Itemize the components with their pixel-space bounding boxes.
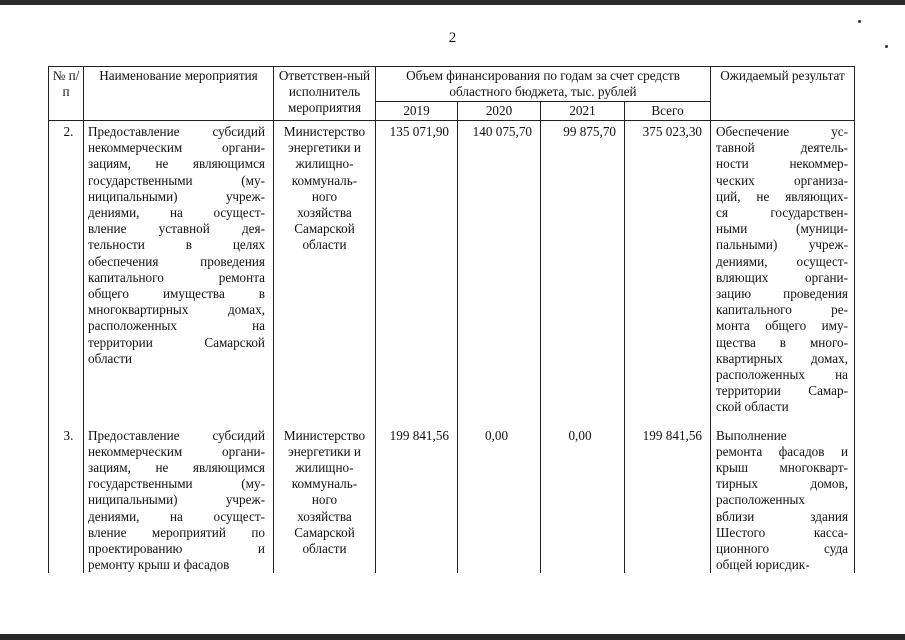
text-line: дениями, на осущест-: [88, 205, 265, 221]
value-2021: 0,00: [541, 422, 625, 574]
text-line: вблизи здания: [716, 508, 849, 524]
value-2020: 0,00: [458, 422, 541, 574]
text-line: хозяйства: [297, 205, 352, 221]
text-line: тирных домов,: [716, 476, 849, 492]
text-line: государственными (му-: [88, 476, 265, 492]
text-line: пальными) учреж-: [716, 237, 849, 253]
header-total: Всего: [625, 102, 711, 121]
text-line: области: [302, 237, 347, 253]
text-line: ционного суда: [716, 541, 849, 557]
header-num: № п/п: [49, 67, 84, 121]
top-scan-border: [0, 0, 905, 5]
text-line: Министерство: [283, 427, 366, 443]
text-line: Предоставление субсидий: [88, 427, 265, 443]
text-line: хозяйства: [297, 508, 352, 524]
text-line: Самарской: [294, 221, 355, 237]
header-year-2020: 2020: [458, 102, 541, 121]
text-line: проектированию и: [88, 541, 265, 557]
text-line: зациям, не являющимся: [88, 156, 265, 172]
text-line: вление уставной дея-: [88, 221, 265, 237]
page-number: 2: [448, 30, 457, 46]
row-executor: [274, 422, 376, 574]
text-line: расположенных на: [88, 318, 265, 334]
text-line: вляющих органи-: [716, 269, 849, 285]
text-line: коммуналь-: [291, 476, 358, 492]
text-line: области: [88, 350, 133, 366]
scan-speck: [858, 20, 861, 23]
value-2021: 99 875,70: [541, 121, 625, 422]
table-row: [49, 422, 855, 574]
text-line: обеспечения проведения: [88, 253, 265, 269]
text-line: ного: [311, 188, 338, 204]
value-2020: 140 075,70: [458, 121, 541, 422]
text-line: Предоставление субсидий: [88, 124, 265, 139]
text-line: Шестого касса-: [716, 524, 849, 540]
text-line: зацию проведения: [716, 286, 849, 302]
text-line: крыш многокварт-: [716, 460, 849, 476]
value-total: 375 023,30: [625, 121, 711, 422]
text-line: ремонту крыш и фасадов: [88, 557, 230, 573]
text-line: дениями, на осущест-: [88, 508, 265, 524]
text-line: энергетики и: [288, 140, 361, 156]
text-line: капитального ре-: [716, 302, 849, 318]
text-line: государственными (му-: [88, 172, 265, 188]
row-name: [84, 422, 274, 574]
text-line: ремонта фасадов и: [716, 443, 849, 459]
row-result: [711, 121, 855, 422]
text-line: ными (муници-: [716, 221, 849, 237]
funding-table: [48, 66, 855, 573]
row-name: [84, 121, 274, 422]
text-line: расположенных: [716, 492, 805, 508]
text-line: некоммерческим органи-: [88, 140, 265, 156]
text-line: некоммерческим органи-: [88, 443, 265, 459]
text-line: жилищно-: [295, 156, 354, 172]
header-result: Ожидаемый результат: [711, 67, 855, 121]
row-executor: [274, 121, 376, 422]
header-executor: Ответствен-ный исполнитель мероприятия: [274, 67, 376, 121]
value-total: 199 841,56: [625, 422, 711, 574]
text-line: общей юрисдик-: [716, 557, 810, 573]
text-line: монта общего иму-: [716, 318, 849, 334]
text-line: многоквартирных домах,: [88, 302, 265, 318]
text-line: квартирных домах,: [716, 350, 849, 366]
text-line: Самарской: [294, 524, 355, 540]
text-line: ниципальными) учреж-: [88, 188, 265, 204]
bottom-scan-border: [0, 634, 905, 640]
text-line: ся государствен-: [716, 205, 849, 221]
header-year-2019: 2019: [376, 102, 458, 121]
text-line: Министерство: [283, 124, 366, 139]
text-line: капитального ремонта: [88, 269, 265, 285]
text-line: области: [302, 541, 347, 557]
text-line: ческих организа-: [716, 172, 849, 188]
text-line: территории Самар-: [716, 383, 849, 399]
text-line: жилищно-: [295, 460, 354, 476]
text-line: зациям, не являющимся: [88, 460, 265, 476]
value-2019: 135 071,90: [376, 121, 458, 422]
text-line: Обеспечение ус-: [716, 124, 849, 139]
header-funding: Объем финансирования по годам за счет средств областного бюджета, тыс. рублей: [376, 67, 711, 102]
text-line: ской области: [716, 399, 789, 415]
text-line: дениями, осущест-: [716, 253, 849, 269]
text-line: общего имущества в: [88, 286, 265, 302]
text-line: ниципальными) учреж-: [88, 492, 265, 508]
value-2019: 199 841,56: [376, 422, 458, 574]
table-row: [49, 121, 855, 422]
text-line: ного: [311, 492, 338, 508]
text-line: тельности в целях: [88, 237, 265, 253]
row-result: [711, 422, 855, 574]
text-line: вление мероприятий по: [88, 524, 265, 540]
row-number: 3.: [49, 422, 84, 574]
text-line: коммуналь-: [291, 172, 358, 188]
text-line: ности некоммер-: [716, 156, 849, 172]
text-line: территории Самарской: [88, 334, 265, 350]
text-line: энергетики и: [288, 443, 361, 459]
text-line: Выполнение: [716, 427, 787, 443]
row-number: 2.: [49, 121, 84, 422]
text-line: щества в много-: [716, 334, 849, 350]
header-year-2021: 2021: [541, 102, 625, 121]
header-name: Наименование мероприятия: [84, 67, 274, 121]
text-line: ций, не являющих-: [716, 188, 849, 204]
text-line: тавной деятель-: [716, 140, 849, 156]
text-line: расположенных на: [716, 367, 849, 383]
